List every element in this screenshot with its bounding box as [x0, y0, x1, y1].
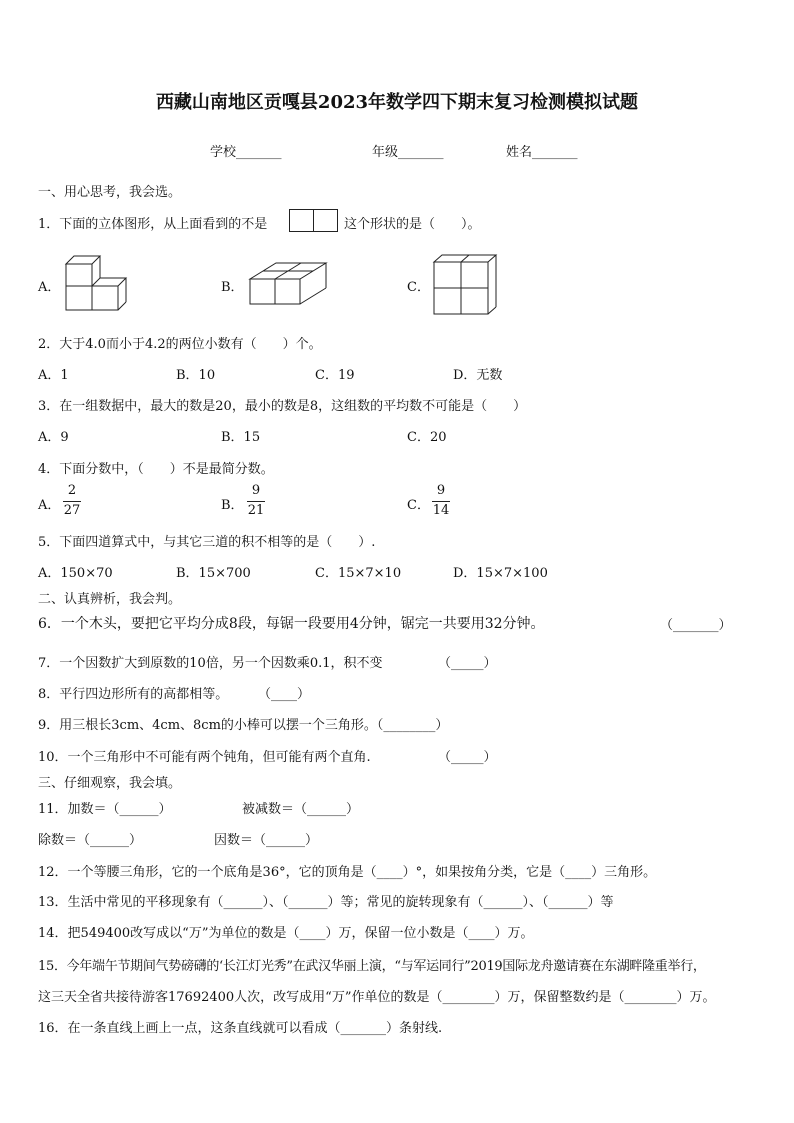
q13-stem: 13．生活中常见的平移现象有（______）、（______）等；常见的旋转现象有（______）、（______）等: [38, 895, 614, 910]
grade-field: 年级_______: [372, 145, 444, 160]
q8-stem: 8．平行四边形所有的高都相等。: [38, 687, 229, 702]
name-field: 姓名_______: [506, 145, 578, 160]
section-1-heading: 一、用心思考，我会选。: [38, 185, 182, 200]
q4-fraction-b: [247, 484, 265, 518]
denominator: 14: [432, 503, 450, 518]
q5-option-c: C．15×7×10: [315, 566, 402, 581]
q8-answer-blank[interactable]: （____）: [258, 687, 311, 702]
q6-stem: 6．一个木头，要把它平均分成8段，每锯一段要用4分钟，锯完一共要用32分钟。: [38, 616, 545, 632]
q9-stem: 9．用三根长3cm、4cm、8cm的小棒可以摆一个三角形。（________）: [38, 718, 449, 733]
q15-line-2: 这三天全省共接待游客17692400人次，改写成用“万”作单位的数是（________）万，保留整数约是（________）万。: [38, 990, 716, 1005]
q3-option-c: C．20: [407, 430, 447, 445]
q2-option-b: B．10: [176, 368, 216, 383]
q11-addend: 11．加数＝（______）: [38, 802, 172, 817]
option-b-cube-figure: [249, 262, 329, 306]
q1-option-a-label: A．: [38, 280, 61, 295]
q2-option-c: C．19: [315, 368, 355, 383]
q11-divisor: 除数＝（______）: [38, 833, 143, 848]
q5-option-b: B．15×700: [176, 566, 251, 581]
page-title: 西藏山南地区贡嘎县2023年数学四下期末复习检测模拟试题: [155, 92, 639, 113]
q1-option-c-label: C．: [407, 280, 430, 295]
q10-stem: 10．一个三角形中不可能有两个钝角，但可能有两个直角.: [38, 750, 371, 765]
q3-option-b: B．15: [221, 430, 261, 445]
q2-stem: 2．大于4.0而小于4.2的两位小数有（ ）个。: [38, 337, 322, 352]
numerator: 9: [436, 483, 446, 498]
denominator: 27: [63, 503, 81, 518]
school-field: 学校_______: [210, 145, 282, 160]
q5-option-d: D．15×7×100: [453, 566, 548, 581]
q7-stem: 7．一个因数扩大到原数的10倍，另一个因数乘0.1，积不变: [38, 656, 383, 671]
q14-stem: 14．把549400改写成以“万”为单位的数是（____）万，保留一位小数是（____）万。: [38, 926, 534, 941]
numerator: 9: [251, 483, 261, 498]
section-2-heading: 二、认真辨析，我会判。: [38, 592, 182, 607]
option-a-cube-figure: [64, 254, 126, 314]
denominator: 21: [247, 503, 265, 518]
q5-stem: 5．下面四道算式中，与其它三道的积不相等的是（ ）.: [38, 535, 376, 550]
q3-stem: 3．在一组数据中，最大的数是20，最小的数是8，这组数的平均数不可能是（ ）: [38, 399, 527, 414]
fraction-bar: [247, 501, 265, 502]
q11-minuend: 被减数＝（______）: [242, 802, 360, 817]
q2-option-a: A．1: [38, 368, 69, 383]
fraction-bar: [63, 501, 81, 502]
q3-option-a: A．9: [38, 430, 69, 445]
q4-fraction-c: [432, 484, 450, 518]
q1-stem-pre: 1．下面的立体图形，从上面看到的不是: [38, 217, 268, 232]
q5-option-a: A．150×70: [38, 566, 113, 581]
q7-answer-blank[interactable]: （_____）: [438, 656, 497, 671]
q4-option-c-label: C．: [407, 498, 430, 513]
section-3-heading: 三、仔细观察，我会填。: [38, 776, 182, 791]
q12-stem: 12．一个等腰三角形，它的一个底角是36°，它的顶角是（____）°，如果按角分类，它是（____）三角形。: [38, 865, 657, 880]
q1-option-b-label: B．: [221, 280, 244, 295]
q15-line-1: 15．今年端午节期间气势磅礴的‘长江灯光秀”在武汉华丽上演，“与军运同行”2019国际龙舟邀请赛在东湖畔隆重举行，: [38, 959, 706, 974]
q16-stem: 16．在一条直线上画上一点，这条直线就可以看成（_______）条射线.: [38, 1021, 443, 1036]
two-square-shape-icon: [289, 209, 339, 233]
q2-option-d: D．无数: [453, 368, 503, 383]
q1-stem-post: 这个形状的是（ ）。: [344, 217, 481, 232]
q6-answer-blank[interactable]: （_______）: [660, 618, 732, 633]
q4-option-a-label: A．: [38, 498, 61, 513]
fraction-bar: [432, 501, 450, 502]
numerator: 2: [67, 483, 77, 498]
q4-fraction-a: [63, 484, 81, 518]
q4-stem: 4．下面分数中，（ ）不是最简分数。: [38, 462, 274, 477]
option-c-cube-figure: [433, 254, 497, 316]
q4-option-b-label: B．: [221, 498, 244, 513]
q11-factor: 因数＝（______）: [214, 833, 319, 848]
q10-answer-blank[interactable]: （_____）: [438, 750, 497, 765]
